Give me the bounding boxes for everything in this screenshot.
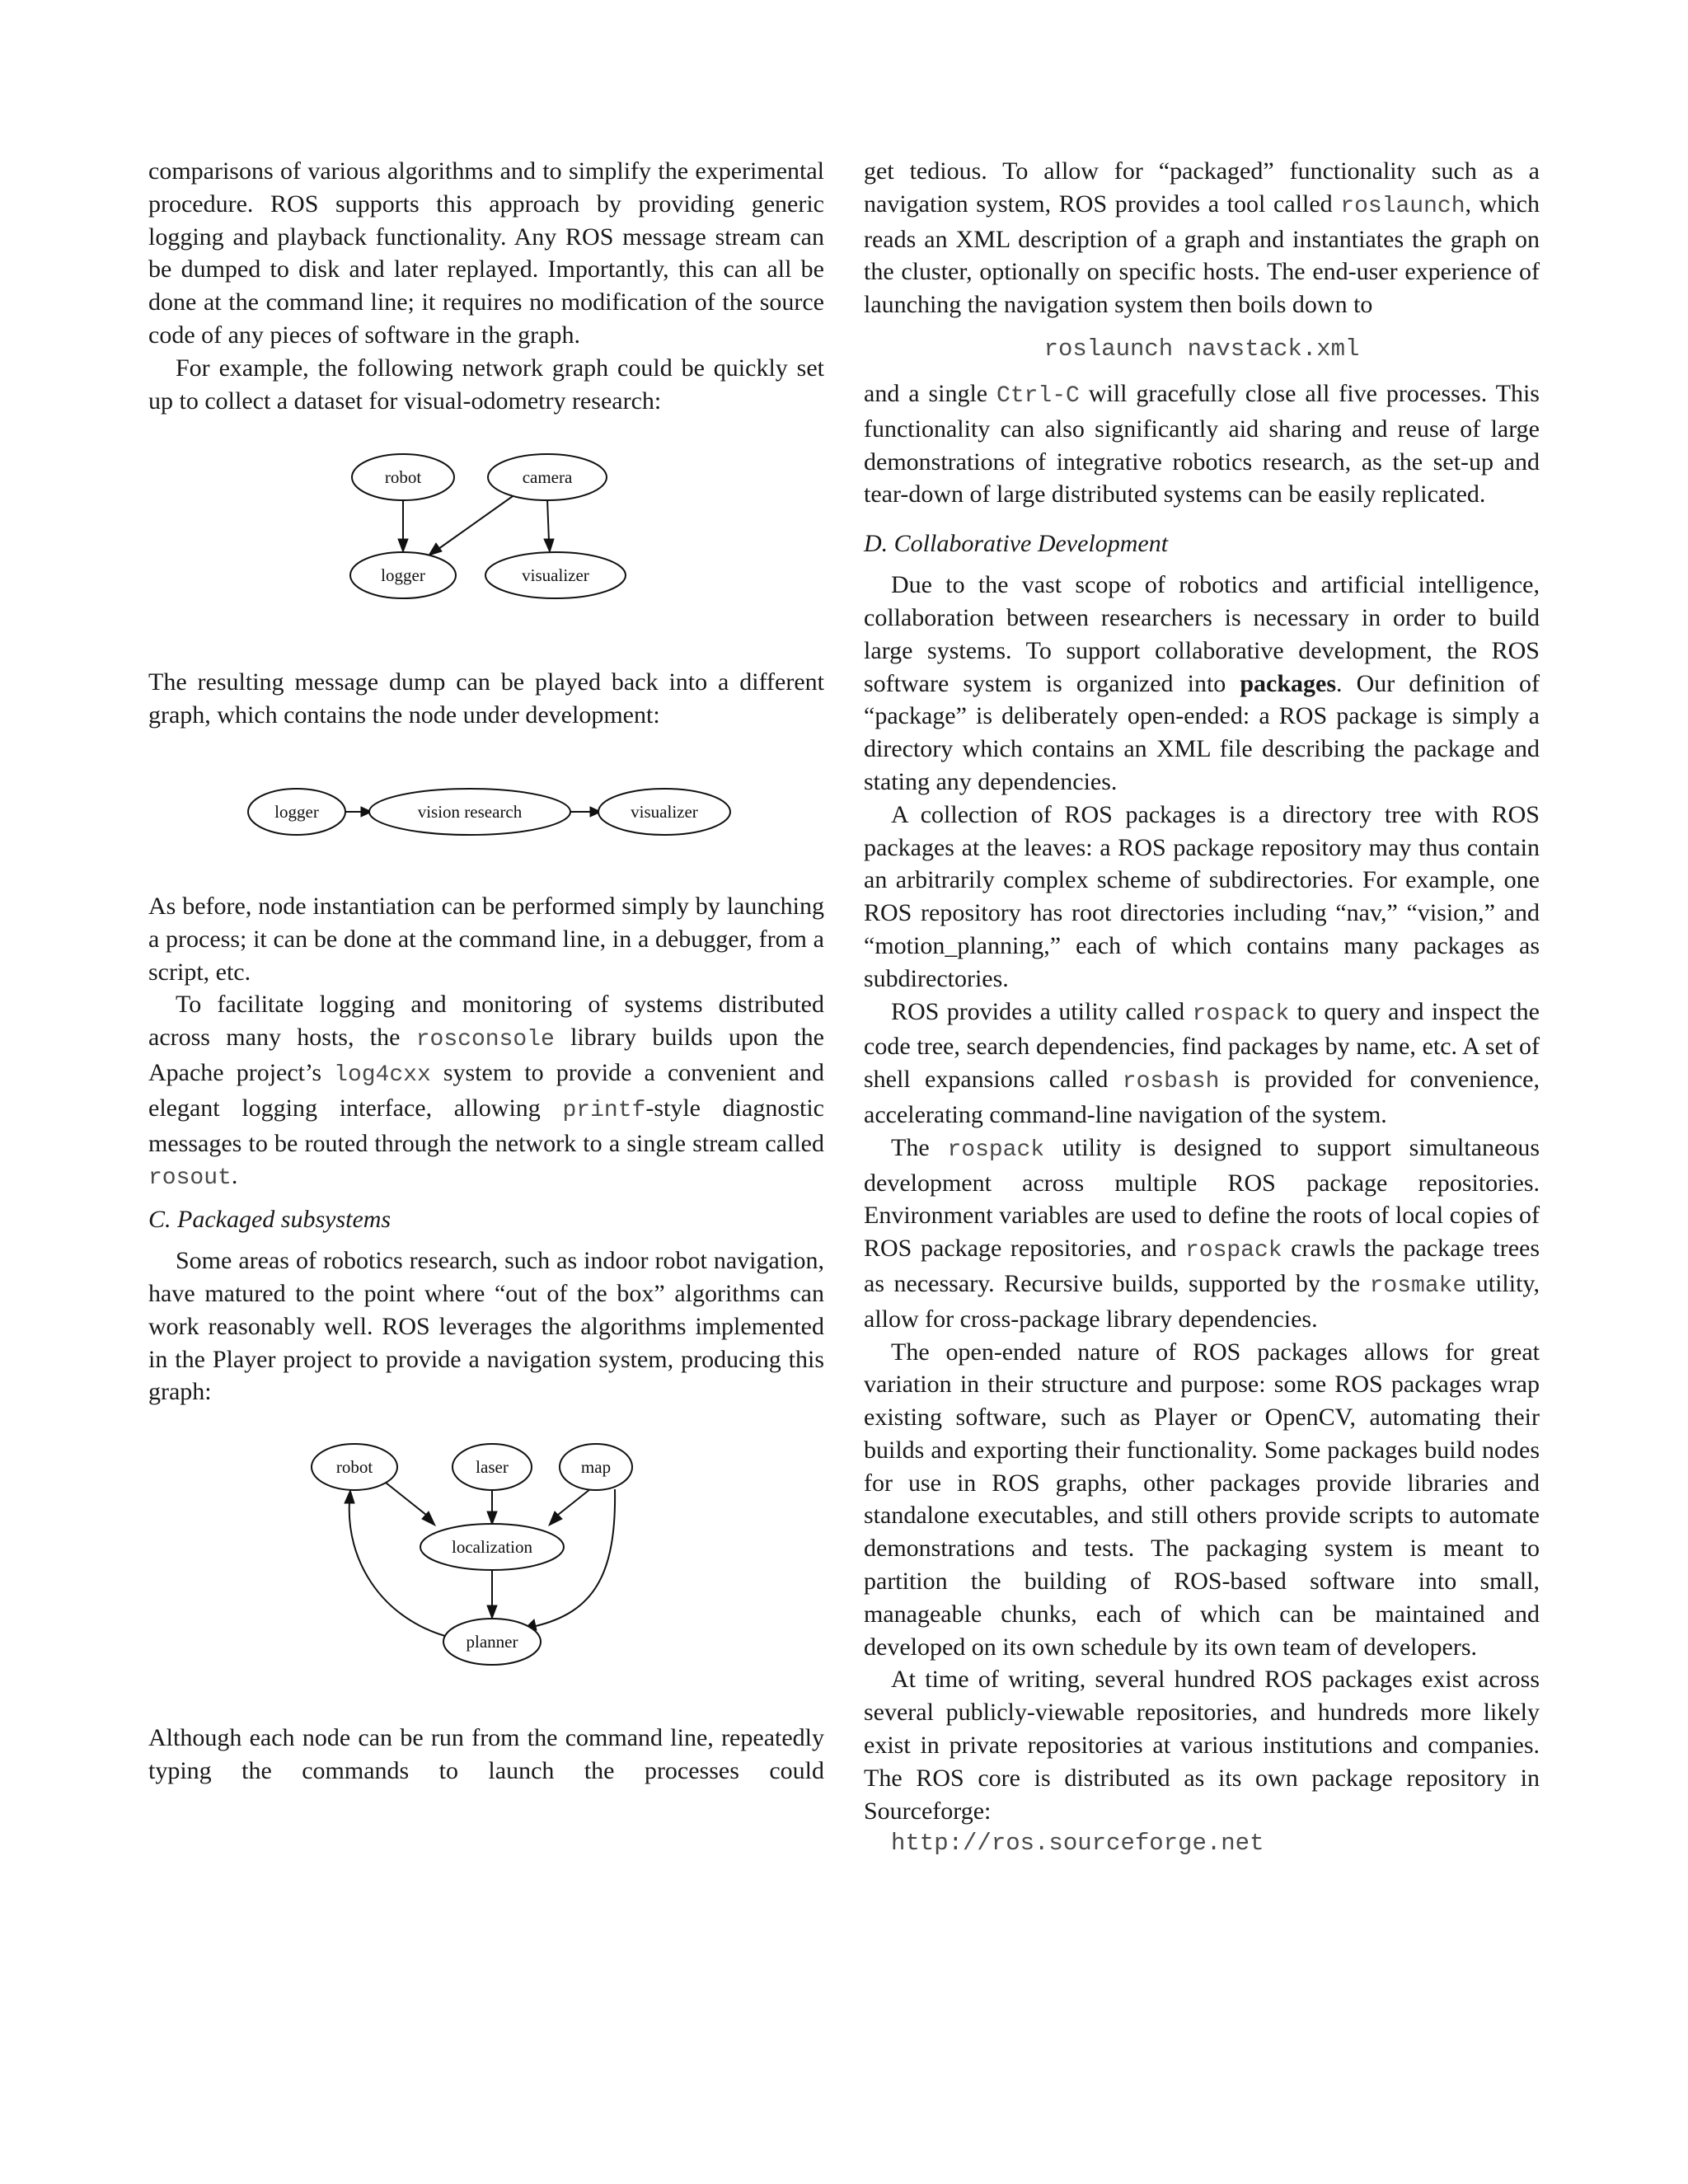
code-log4cxx: log4cxx bbox=[334, 1062, 431, 1088]
node-vision-research bbox=[369, 789, 570, 835]
svg-text:logger: logger bbox=[274, 801, 319, 822]
svg-text:camera: camera bbox=[522, 467, 573, 488]
node-visualizer bbox=[598, 789, 730, 835]
node-logger bbox=[248, 789, 345, 835]
paragraph: Although each node can be run from the command line, repeatedly typing the commands to launch the processes could bbox=[148, 1724, 824, 1784]
node-robot bbox=[312, 1444, 397, 1490]
code-rosout: rosout bbox=[148, 1165, 232, 1192]
right-column bbox=[864, 155, 1540, 1860]
svg-text:laser: laser bbox=[476, 1457, 509, 1478]
node-robot bbox=[352, 454, 454, 500]
code-rosbash: rosbash bbox=[1122, 1069, 1220, 1095]
code-rosconsole: rosconsole bbox=[415, 1027, 555, 1053]
paragraph: Due to the vast scope of robotics and artificial intelligence, collaboration between researchers is necessary in order to build large systems. To support collaborative development, the ROS software system is organized into packages. Our definition of “package” is deliberately open-ended: a ROS package is simply a directory which contains an XML file describing the package and stating any dependencies. bbox=[864, 571, 1540, 795]
paragraph: As before, node instantiation can be performed simply by launching a process; it can be done at the command line, in a debugger, from a script, etc. bbox=[148, 892, 824, 986]
svg-text:robot: robot bbox=[335, 1457, 373, 1478]
paragraph: The resulting message dump can be played back into a different graph, which contains the node under development: bbox=[148, 668, 824, 729]
code-rospack: rospack bbox=[1184, 1238, 1282, 1264]
url-link[interactable]: http://ros.sourceforge.net bbox=[891, 1830, 1264, 1858]
node-logger bbox=[350, 552, 456, 598]
code-roslaunch: roslaunch bbox=[1340, 193, 1465, 219]
figure-logging-graph bbox=[148, 453, 824, 618]
paragraph: At time of writing, several hundred ROS packages exist across several publicly-viewable repositories, and hundreds more likely exist in private repositories at various institutions and companies. The ROS core is distributed as its own package repository in Sourceforge: bbox=[864, 1666, 1540, 1825]
paragraph: A collection of ROS packages is a directory tree with ROS packages at the leaves: a ROS package repository may thus contain an arbitrarily complex scheme of subdirectories. For example, one ROS repository has root directories including “nav,” “vision,” and “motion_planning,” each of which contains many packages as subdirectories. bbox=[864, 800, 1540, 992]
node-map bbox=[560, 1444, 632, 1490]
section-heading: C. Packaged subsystems bbox=[148, 1206, 392, 1234]
svg-text:vision research: vision research bbox=[417, 801, 523, 822]
code-rospack: rospack bbox=[947, 1137, 1045, 1163]
paragraph: ROS provides a utility called rospack to query and inspect the code tree, search dependencies, find packages by name, etc. A set of shell expansions called rosbash is provided for convenience, accelerating command-line navigation of the system. bbox=[864, 997, 1540, 1128]
svg-text:visualizer: visualizer bbox=[522, 565, 589, 586]
node-localization bbox=[420, 1524, 564, 1570]
paragraph: For example, the following network graph could be quickly set up to collect a dataset for visual-odometry research: bbox=[148, 354, 824, 415]
svg-text:localization: localization bbox=[452, 1537, 532, 1558]
code-rosmake: rosmake bbox=[1369, 1272, 1467, 1299]
paragraph: comparisons of various algorithms and to simplify the experimental procedure. ROS supports this approach by providing generic logging and playback functionality. Any ROS message stream can be dumped to disk and later replayed. Importantly, this can all be done at the command line; it requires no modification of the source code of any pieces of software in the graph. bbox=[148, 157, 824, 349]
section-heading: D. Collaborative Development bbox=[864, 530, 1169, 558]
left-column bbox=[148, 155, 824, 1788]
figure-playback-graph bbox=[148, 780, 824, 844]
svg-text:map: map bbox=[580, 1457, 612, 1478]
code-block: roslaunch navstack.xml bbox=[1043, 335, 1360, 363]
svg-text:robot: robot bbox=[384, 467, 422, 488]
node-planner bbox=[443, 1619, 541, 1665]
paragraph: Some areas of robotics research, such as indoor robot navigation, have matured to the point where “out of the box” algorithms can work reasonably well. ROS leverages the algorithms implemented in the Player project to provide a navigation system, producing this graph: bbox=[148, 1247, 824, 1406]
code-printf: printf bbox=[562, 1097, 646, 1123]
svg-text:planner: planner bbox=[466, 1632, 518, 1652]
paragraph: and a single Ctrl-C will gracefully close all five processes. This functionality can also significantly aid sharing and reuse of large demonstrations of integrative robotics research, as the set-up and tear-down of large distributed systems can be easily replicated. bbox=[864, 379, 1540, 509]
code-rospack: rospack bbox=[1192, 1001, 1290, 1027]
node-laser bbox=[452, 1444, 532, 1490]
node-visualizer bbox=[485, 552, 626, 598]
paragraph: get tedious. To allow for “packaged” functionality such as a navigation system, ROS provides a tool called roslaunch, which reads an XML description of a graph and instantiates the graph on the cluster, optionally on specific hosts. The end-user experience of launching the navigation system then boils down to bbox=[864, 157, 1540, 319]
paragraph: To facilitate logging and monitoring of systems distributed across many hosts, the rosconsole library builds upon the Apache project’s log4cxx system to provide a convenient and elegant logging interface, allowing printf-style diagnostic messages to be routed through the network to a single stream called rosout. bbox=[148, 991, 824, 1192]
svg-text:visualizer: visualizer bbox=[631, 801, 698, 822]
svg-text:logger: logger bbox=[381, 565, 425, 586]
figure-navigation-graph bbox=[148, 1443, 824, 1679]
code-ctrl-c: Ctrl-C bbox=[996, 382, 1080, 409]
node-camera bbox=[488, 454, 607, 500]
paragraph: The open-ended nature of ROS packages allows for great variation in their structure and purpose: some ROS packages wrap existing software, such as Player or OpenCV, automating their builds and exporting their functionality. Some packages build nodes for use in ROS graphs, other packages provide libraries and standalone executables, and still others provide scripts to automate demonstrations and tests. The packaging system is meant to partition the building of ROS-based software into small, manageable chunks, each of which can be maintained and developed on its own schedule by its own team of developers. bbox=[864, 1338, 1540, 1661]
paragraph: The rospack utility is designed to support simultaneous development across multiple ROS package repositories. Environment variables are used to define the roots of local copies of ROS package repositories, and rospack crawls the package trees as necessary. Recursive builds, supported by the rosmake utility, allow for cross-package library dependencies. bbox=[864, 1133, 1540, 1333]
